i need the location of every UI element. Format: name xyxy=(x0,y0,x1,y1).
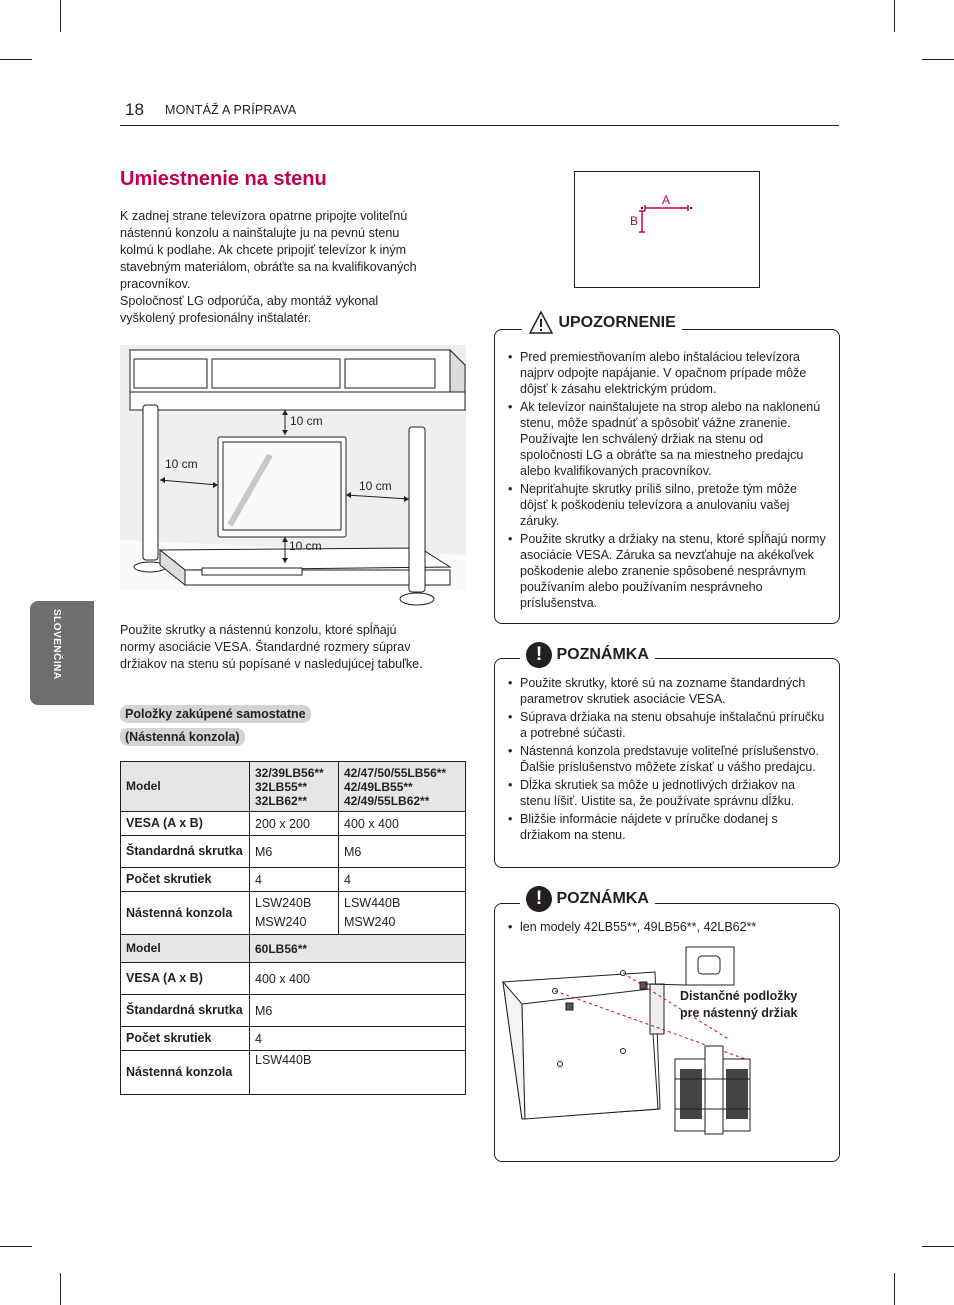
intro-line: kolmú k podlahe. Ak chcete pripojiť televízor k iným xyxy=(120,243,407,257)
table-cell: 400 x 400 xyxy=(250,963,466,995)
intro-line: pracovníkov. xyxy=(120,277,191,291)
caution-list xyxy=(507,349,827,613)
table-cell: M6 xyxy=(250,836,339,868)
wall-mount-clearance-diagram xyxy=(120,345,466,613)
tv-back-bracket-illustration xyxy=(500,944,830,1140)
crop-mark xyxy=(894,1273,895,1305)
clearance-left-label: 10 cm xyxy=(165,457,198,471)
table-cell: VESA (A x B) xyxy=(121,812,250,836)
spacer-label xyxy=(680,988,797,1022)
page-number: 18 xyxy=(125,100,144,119)
table-cell: 4 xyxy=(250,1027,466,1051)
vesa-paragraph xyxy=(120,622,465,673)
table-cell: 4 xyxy=(339,868,466,892)
model-name: 32LB55** xyxy=(255,779,308,794)
language-tab xyxy=(30,601,94,705)
list-item: • len modely 42LB55**, 49LB56**, 42LB62** xyxy=(507,919,827,935)
list-item: • Ak televízor nainštalujete na strop alebo na naklonenú stenu, môže spadnúť a spôsobiť vážne zranenie. Používajte len schválený držiak na stenu od spoločnosti LG a obráťte sa na miestneho predajcu alebo kvalifikovaných pracovníkov. xyxy=(507,399,827,479)
clearance-top-label: 10 cm xyxy=(290,414,323,428)
caution-title xyxy=(522,310,682,336)
table-row xyxy=(121,812,466,836)
warning-triangle-icon xyxy=(528,310,554,336)
intro-line: nástennú konzolu a nainštalujte ju na pevnú stenu xyxy=(120,226,400,240)
crop-mark xyxy=(922,1246,954,1247)
model-name: 42/47/50/55LB56** xyxy=(344,765,447,780)
table-cell: 400 x 400 xyxy=(339,812,466,836)
vesa-dimension-diagram xyxy=(574,171,760,288)
table-cell: Model xyxy=(121,762,250,812)
dimension-a-label: A xyxy=(662,193,671,207)
table-cell: Počet skrutiek xyxy=(121,1027,250,1051)
table-row xyxy=(121,868,466,892)
table-cell: 60LB56** xyxy=(250,935,466,963)
spacer-label-line: pre nástenný držiak xyxy=(680,1006,798,1020)
bracket-model: LSW440B xyxy=(344,896,401,910)
purchased-separately-subheading: (Nástenná konzola) xyxy=(120,728,245,746)
table-cell: VESA (A x B) xyxy=(121,963,250,995)
table-cell: Model xyxy=(121,935,250,963)
clearance-bottom-label: 10 cm xyxy=(289,539,322,553)
intro-line: vyškolený profesionálny inštalatér. xyxy=(120,311,312,325)
table-cell: 4 xyxy=(250,868,339,892)
purchased-separately-heading: Položky zakúpené samostatne xyxy=(120,705,311,723)
table-cell: 200 x 200 xyxy=(250,812,339,836)
note-list xyxy=(507,919,827,937)
note-title-text: POZNÁMKA xyxy=(556,890,649,908)
model-name: 32LB62** xyxy=(255,793,308,808)
dimension-b-label: B xyxy=(630,214,639,228)
header-rule xyxy=(120,125,839,126)
vesa-line: normy asociácie VESA. Štandardné rozmery súprav xyxy=(120,640,411,654)
table-cell xyxy=(339,762,466,812)
model-name: 42/49/55LB62** xyxy=(344,793,430,808)
model-name: 32/39LB56** xyxy=(255,765,324,780)
list-item: • Súprava držiaka na stenu obsahuje inštalačnú príručku a potrebné súčasti. xyxy=(507,709,827,741)
list-item: • Bližšie informácie nájdete v príručke dodanej s držiakom na stenu. xyxy=(507,811,827,843)
note-title xyxy=(520,642,655,668)
bracket-model: MSW240 xyxy=(344,915,396,929)
list-item: • Použite skrutky, ktoré sú na zozname štandardných parametrov skrutiek asociácie VESA. xyxy=(507,675,827,707)
section-title: MONTÁŽ A PRÍPRAVA xyxy=(165,103,297,117)
list-item: • Nepriťahujte skrutky príliš silno, pretože tým môže dôjsť k poškodeniu televízora a anulovaniu vašej záruky. xyxy=(507,481,827,529)
exclamation-icon: ! xyxy=(526,642,552,668)
crop-mark xyxy=(0,59,32,60)
intro-line: K zadnej strane televízora opatrne pripojte voliteľnú xyxy=(120,209,408,223)
vesa-line: Použite skrutky a nástennú konzolu, ktoré spĺňajú xyxy=(120,623,397,637)
table-row xyxy=(121,892,466,935)
table-row xyxy=(121,995,466,1027)
table-row xyxy=(121,963,466,995)
table-cell xyxy=(250,892,339,935)
wall-mount-spec-table xyxy=(120,761,466,1095)
table-cell: Počet skrutiek xyxy=(121,868,250,892)
list-item: • Použite skrutky a držiaky na stenu, ktoré spĺňajú normy asociácie VESA. Záruka sa nevzťahuje na akékoľvek poškodenie alebo zranenie spôsobené nesprávnym používaním alebo používaním nesprávneho príslušenstva. xyxy=(507,531,827,611)
table-cell xyxy=(339,892,466,935)
language-tab-label: SLOVENČINA xyxy=(51,609,62,680)
intro-line: stavebným materiálom, obráťte sa na kvalifikovaných xyxy=(120,260,417,274)
vesa-line: držiakov na stenu sú popísané v nasledujúcej tabuľke. xyxy=(120,657,423,671)
crop-mark xyxy=(894,0,895,32)
table-cell: Nástenná konzola xyxy=(121,892,250,935)
crop-mark xyxy=(922,59,954,60)
table-cell: LSW440B xyxy=(250,1051,466,1095)
caution-title-text: UPOZORNENIE xyxy=(558,314,676,332)
exclamation-icon: ! xyxy=(526,886,552,912)
table-row xyxy=(121,1051,466,1095)
note-list xyxy=(507,675,827,845)
table-cell: Štandardná skrutka xyxy=(121,995,250,1027)
spacer-label-line: Distančné podložky xyxy=(680,989,798,1003)
list-item: • Dĺžka skrutiek sa môže u jednotlivých držiakov na stenu líšiť. Uistite sa, že používate správnu dĺžku. xyxy=(507,777,827,809)
clearance-right-label: 10 cm xyxy=(359,479,392,493)
bracket-model: LSW240B xyxy=(255,896,312,910)
page-title: Umiestnenie na stenu xyxy=(120,168,327,190)
table-cell: M6 xyxy=(250,995,466,1027)
note-title xyxy=(520,886,655,912)
table-cell: Nástenná konzola xyxy=(121,1051,250,1095)
table-cell xyxy=(250,762,339,812)
table-cell: Štandardná skrutka xyxy=(121,836,250,868)
crop-mark xyxy=(60,1273,61,1305)
list-item: • Pred premiestňovaním alebo inštaláciou televízora najprv odpojte napájanie. V opačnom prípade môže dôjsť k zásahu elektrickým prúdom. xyxy=(507,349,827,397)
list-item: • Nástenná konzola predstavuje voliteľné príslušenstvo. Ďalšie príslušenstvo môžete získať u vášho predajcu. xyxy=(507,743,827,775)
bracket-model: MSW240 xyxy=(255,915,307,929)
table-row xyxy=(121,935,466,963)
table-row xyxy=(121,1027,466,1051)
note-title-text: POZNÁMKA xyxy=(556,646,649,664)
model-name: 42/49LB55** xyxy=(344,779,413,794)
crop-mark xyxy=(60,0,61,32)
intro-line: Spoločnosť LG odporúča, aby montáž vykonal xyxy=(120,294,379,308)
table-cell: M6 xyxy=(339,836,466,868)
table-row xyxy=(121,762,466,812)
crop-mark xyxy=(0,1246,32,1247)
intro-paragraph xyxy=(120,208,465,327)
table-row xyxy=(121,836,466,868)
